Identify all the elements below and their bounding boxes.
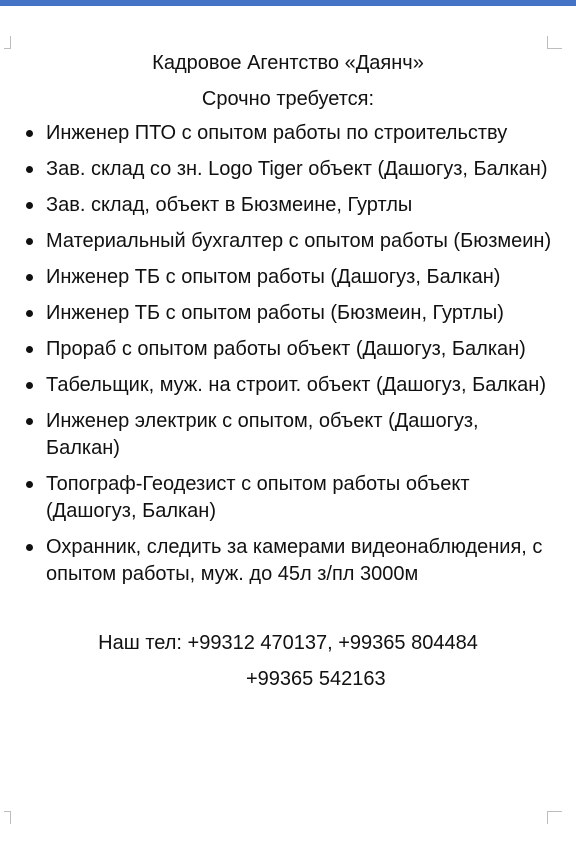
vacancy-list: [0, 120, 576, 588]
bullet-icon: [26, 544, 33, 551]
vacancy-text: Инженер электрик с опытом, объект (Дашогуз, Балкан): [46, 410, 479, 459]
bullet-icon: [26, 346, 33, 353]
page-corner-mark-top-left: [4, 36, 11, 49]
page-corner-mark-bottom-left: [4, 811, 11, 824]
vacancy-item: [0, 408, 576, 462]
vacancy-text: Зав. склад, объект в Бюзмеине, Гуртлы: [46, 194, 413, 216]
vacancy-text: Инженер ТБ с опытом работы (Бюзмеин, Гуртлы): [46, 302, 504, 324]
vacancy-text: Табельщик, муж. на строит. объект (Дашогуз, Балкан): [46, 374, 546, 396]
vacancy-item: [0, 156, 576, 183]
page-corner-mark-top-right: [547, 36, 562, 49]
bullet-icon: [26, 382, 33, 389]
document-page: [0, 50, 576, 690]
vacancy-item: [0, 372, 576, 399]
bullet-icon: [26, 418, 33, 425]
bullet-icon: [26, 238, 33, 245]
vacancy-item: [0, 300, 576, 327]
bullet-icon: [26, 310, 33, 317]
vacancy-item: [0, 120, 576, 147]
page-corner-mark-bottom-right: [547, 811, 562, 824]
bullet-icon: [26, 274, 33, 281]
bullet-icon: [26, 130, 33, 137]
contact-phone-extra: +99365 542163: [246, 668, 386, 690]
vacancy-item: [0, 534, 576, 588]
vacancy-text: Топограф-Геодезист с опытом работы объект (Дашогуз, Балкан): [46, 473, 470, 522]
vacancy-text: Прораб с опытом работы объект (Дашогуз, Балкан): [46, 338, 526, 360]
vacancy-text: Инженер ПТО с опытом работы по строительству: [46, 122, 508, 144]
vacancy-item: [0, 336, 576, 363]
vacancy-text: Инженер ТБ с опытом работы (Дашогуз, Балкан): [46, 266, 501, 288]
vacancy-item: [0, 192, 576, 219]
urgent-subtitle: Срочно требуется:: [201, 88, 375, 110]
vacancy-text: Материальный бухгалтер с опытом работы (Бюзмеин): [46, 230, 552, 252]
agency-title: Кадровое Агентство «Даянч»: [152, 52, 424, 74]
vacancy-item: [0, 228, 576, 255]
vacancy-text: Охранник, следить за камерами видеонаблюдения, с опытом работы, муж. до 45л з/пл 3000м: [46, 536, 543, 585]
bullet-icon: [26, 166, 33, 173]
bullet-icon: [26, 481, 33, 488]
contact-phones: Наш тел: +99312 470137, +99365 804484: [98, 632, 478, 654]
top-accent-bar: [0, 0, 576, 6]
vacancy-item: [0, 471, 576, 525]
vacancy-text: Зав. склад со зн. Logo Tiger объект (Дашогуз, Балкан): [46, 158, 548, 180]
vacancy-item: [0, 264, 576, 291]
bullet-icon: [26, 202, 33, 209]
